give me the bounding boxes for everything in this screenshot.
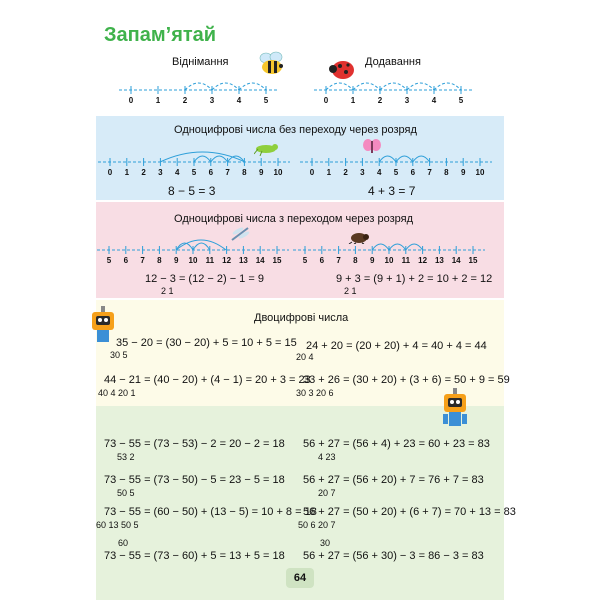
robot-icon	[88, 306, 118, 346]
page-number: 64	[286, 568, 314, 588]
dragonfly-icon	[230, 226, 252, 242]
blue-left-tick-label: 1	[124, 168, 130, 177]
top-add-tick-label: 2	[377, 96, 383, 105]
top-sub-tick-label: 3	[209, 96, 215, 105]
top-add-tick-label: 3	[404, 96, 410, 105]
blue-right-tick-label: 3	[360, 168, 365, 177]
green-eq4: 56 + 27 = (56 + 20) + 7 = 76 + 7 = 83	[303, 474, 484, 486]
blue-left-tick-label: 0	[107, 168, 113, 177]
twodigit-eq2-split: 20 4	[296, 352, 314, 362]
pink-right-tick-label: 15	[468, 256, 478, 265]
green-eq5: 73 − 55 = (60 − 50) + (13 − 5) = 10 + 8 = 18	[104, 506, 317, 518]
pink-right-tick-label: 11	[401, 256, 411, 265]
beetle-icon	[348, 230, 370, 244]
twodigit-heading: Двоцифрові числа	[254, 312, 349, 324]
green-eq7: 73 − 55 = (73 − 60) + 5 = 13 + 5 = 18	[104, 550, 285, 562]
twodigit-eq3: 44 − 21 = (40 − 20) + (4 − 1) = 20 + 3 = 23	[104, 374, 311, 386]
pink-right-tick-label: 9	[369, 256, 375, 265]
top-sub-tick-label: 5	[263, 96, 269, 105]
pink-eq-left-split: 2 1	[161, 286, 174, 296]
green-eq5-split: 60 13 50 5	[96, 520, 139, 530]
top-add-tick-label: 5	[458, 96, 464, 105]
blue-right-tick-label: 6	[410, 168, 416, 177]
pink-right-tick-label: 8	[353, 256, 358, 265]
twodigit-eq1: 35 − 20 = (30 − 20) + 5 = 10 + 5 = 15	[116, 337, 297, 349]
blue-left-tick-label: 7	[225, 168, 230, 177]
pink-left-tick-label: 7	[140, 256, 145, 265]
robot-icon-2	[440, 388, 470, 432]
blue-eq-right: 4 + 3 = 7	[368, 184, 416, 198]
pink-right-tick-label: 5	[302, 256, 308, 265]
green-eq2: 56 + 27 = (56 + 4) + 23 = 60 + 23 = 83	[303, 438, 490, 450]
blue-left-tick-label: 2	[141, 168, 146, 177]
twodigit-eq4: 33 + 26 = (30 + 20) + (3 + 6) = 50 + 9 = 59	[303, 374, 510, 386]
pink-eq-right-split: 2 1	[344, 286, 357, 296]
pink-left-tick-label: 11	[205, 256, 215, 265]
green-eq7-top: 60	[118, 538, 129, 548]
pink-left-tick-label: 5	[106, 256, 112, 265]
pink-right-tick-label: 12	[418, 256, 428, 265]
pink-right-tick-label: 10	[384, 256, 394, 265]
green-eq1-split: 53 2	[117, 452, 135, 462]
pink-left-tick-label: 13	[238, 256, 248, 265]
green-eq1: 73 − 55 = (73 − 53) − 2 = 20 − 2 = 18	[104, 438, 285, 450]
blue-right-tick-label: 9	[460, 168, 466, 177]
page-title: Запам’ятай	[104, 24, 217, 46]
green-eq6: 56 + 27 = (50 + 20) + (6 + 7) = 70 + 13 = 83	[303, 506, 516, 518]
addition-label: Додавання	[365, 56, 421, 68]
blue-right-tick-label: 7	[427, 168, 432, 177]
twodigit-eq3-split: 40 4 20 1	[98, 388, 136, 398]
ladybug-icon	[328, 58, 356, 80]
blue-left-tick-label: 6	[208, 168, 214, 177]
blue-right-tick-label: 5	[393, 168, 399, 177]
pink-right-tick-label: 13	[434, 256, 444, 265]
green-eq3-split: 50 5	[117, 488, 135, 498]
top-add-tick-label: 0	[323, 96, 329, 105]
blue-right-tick-label: 0	[309, 168, 315, 177]
twodigit-eq4-split: 30 3 20 6	[296, 388, 334, 398]
blue-left-tick-label: 4	[174, 168, 180, 177]
green-eq3: 73 − 55 = (73 − 50) − 5 = 23 − 5 = 18	[104, 474, 285, 486]
top-add-tick-label: 1	[350, 96, 356, 105]
pink-heading: Одноцифрові числа з переходом через розряд	[174, 213, 414, 225]
green-eq8-top: 30	[320, 538, 331, 548]
twodigit-eq2: 24 + 20 = (20 + 20) + 4 = 40 + 4 = 44	[306, 340, 487, 352]
butterfly-icon	[362, 138, 382, 156]
blue-left-tick-label: 3	[158, 168, 163, 177]
blue-right-tick-label: 1	[326, 168, 332, 177]
pink-left-tick-label: 14	[255, 256, 265, 265]
pink-left-tick-label: 8	[157, 256, 162, 265]
blue-right-tick-label: 10	[475, 168, 485, 177]
pink-left-tick-label: 15	[272, 256, 282, 265]
pink-left-tick-label: 10	[188, 256, 198, 265]
top-sub-tick-label: 4	[236, 96, 242, 105]
bee-icon	[258, 50, 286, 76]
pink-left-tick-label: 12	[222, 256, 232, 265]
top-add-tick-label: 4	[431, 96, 437, 105]
blue-heading: Одноцифрові числа без переходу через розряд	[174, 124, 417, 136]
blue-right-tick-label: 2	[343, 168, 348, 177]
blue-left-tick-label: 10	[273, 168, 283, 177]
pink-left-tick-label: 9	[173, 256, 179, 265]
twodigit-eq1-split: 30 5	[110, 350, 128, 360]
green-eq6-split: 50 6 20 7	[298, 520, 336, 530]
top-sub-tick-label: 2	[182, 96, 188, 105]
green-eq8: 56 + 27 = (56 + 30) − 3 = 86 − 3 = 83	[303, 550, 484, 562]
top-sub-tick-label: 0	[128, 96, 134, 105]
pink-left-tick-label: 6	[123, 256, 129, 265]
blue-right-tick-label: 8	[444, 168, 449, 177]
green-eq2-split: 4 23	[318, 452, 336, 462]
pink-eq-left: 12 − 3 = (12 − 2) − 1 = 9	[145, 273, 264, 285]
blue-eq-left: 8 − 5 = 3	[168, 184, 216, 198]
top-sub-tick-label: 1	[155, 96, 161, 105]
pink-right-tick-label: 7	[336, 256, 341, 265]
blue-right-tick-label: 4	[376, 168, 382, 177]
green-eq4-split: 20 7	[318, 488, 336, 498]
subtraction-label: Віднімання	[172, 56, 229, 68]
blue-left-tick-label: 9	[258, 168, 264, 177]
pink-eq-right: 9 + 3 = (9 + 1) + 2 = 10 + 2 = 12	[336, 273, 493, 285]
blue-left-tick-label: 8	[242, 168, 247, 177]
grasshopper-icon	[254, 140, 280, 156]
pink-right-tick-label: 14	[451, 256, 461, 265]
blue-left-tick-label: 5	[191, 168, 197, 177]
pink-right-tick-label: 6	[319, 256, 325, 265]
